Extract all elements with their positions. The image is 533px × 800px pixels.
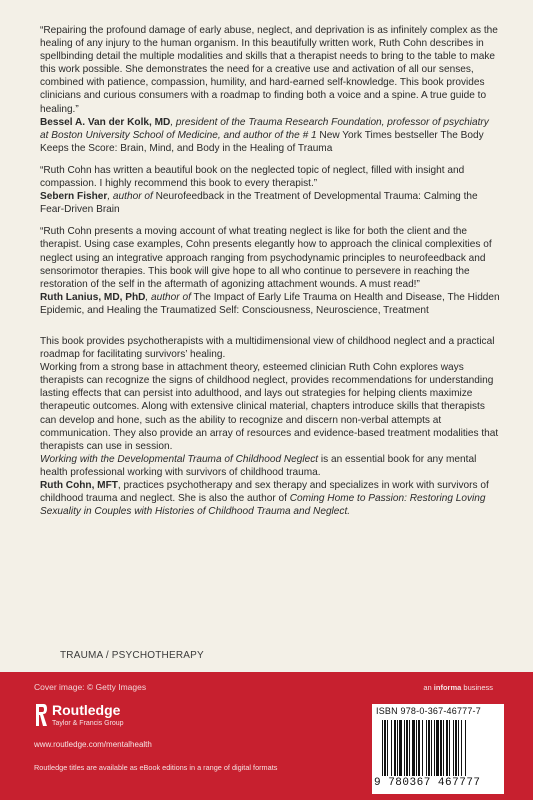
- barcode-digits: 9 780367 467777: [374, 777, 481, 789]
- barcode-bar: [426, 720, 427, 776]
- description-paragraph: [40, 453, 500, 479]
- barcode-bar: [434, 720, 435, 776]
- endorsement-quote: “Repairing the profound damage of early abuse, neglect, and deprivation is as infinitely complex as the healing of any injury to the human organism. In this beautifully written work, Ruth Cohn describes in spellbinding detail the multiple modalities and skills that a therapist needs to bring to the table to make this work possible. She demonstrates the need for a creative use and activation of all our senses, combined with patience, compassion, humility, and hard-earned self-knowledge. This book provides clinicians and curious consumers with a roadmap to finding both a voice and a spine. A true guide to healing.”: [40, 25, 498, 115]
- barcode-bar: [382, 720, 383, 776]
- author-bio: [40, 479, 500, 518]
- barcode-bar: [416, 720, 417, 776]
- description-text: is an essential book for any mental health professional working with survivors of childhood trauma.: [40, 453, 477, 478]
- barcode-bar: [404, 720, 405, 776]
- cover-credit: Cover image: © Getty Images: [34, 682, 147, 692]
- barcode-bar: [399, 720, 402, 776]
- endorser-book: New York Times bestseller The Body Keeps the Score: Brain, Mind, and Body in the Healing of Trauma: [40, 129, 484, 154]
- barcode-bar: [458, 720, 459, 776]
- barcode-bar: [428, 720, 430, 776]
- description-paragraph: Working from a strong base in attachment theory, esteemed clinician Ruth Cohn explores ways therapists can recognize the signs of childhood neglect, provides recommendations for understanding lasting effects that can persist into adulthood, and lays out strategies for helping clients maximize therapeutic outcomes. Along with extensive clinical material, chapters introduce skills that therapists can develop and hone, such as the ability to recognize and discern non-verbal attempts at communication. They also provide an array of resources and evidence-based treatment modalities that therapists can use in session.: [40, 362, 499, 452]
- isbn-barcode: [372, 704, 504, 794]
- informa-brand: informa: [433, 683, 462, 692]
- endorser-book: The Impact of Early Life Trauma on Health and Disease, The Hidden Epidemic, and Healing the Traumatized Self: Consciousness, Neuroscience, Treatment: [40, 291, 500, 316]
- informa-suffix: business: [461, 683, 493, 692]
- barcode-bar: [391, 720, 392, 776]
- endorser-book: Neurofeedback in the Treatment of Developmental Trauma: Calming the Fear-Driven Brain: [40, 191, 478, 216]
- barcode-bar: [440, 720, 442, 776]
- author-other-book: Coming Home to Passion: Restoring Loving Sexuality in Couples with Histories of Childhood Trauma and Neglect.: [40, 493, 486, 518]
- barcode-bar: [422, 720, 423, 776]
- barcode-bar: [409, 720, 410, 776]
- barcode-bar: [453, 720, 454, 776]
- barcode-bar: [397, 720, 398, 776]
- routledge-logo-icon: [34, 702, 48, 728]
- barcode-bars: [382, 720, 496, 776]
- informa-tagline: [423, 683, 493, 692]
- publisher-group: Taylor & Francis Group: [52, 720, 124, 727]
- barcode-bar: [443, 720, 444, 776]
- endorsement-attribution: [40, 116, 500, 155]
- endorser-name: Bessel A. Van der Kolk, MD: [40, 116, 171, 128]
- barcode-bar: [465, 720, 466, 776]
- endorser-name: Sebern Fisher: [40, 191, 108, 203]
- barcode-bar: [436, 720, 439, 776]
- author-bio-text: , practices psychotherapy and sex therapy and specializes in work with survivors of childhood trauma and neglect. She is also the author of: [40, 480, 489, 505]
- barcode-bar: [431, 720, 432, 776]
- barcode-bar: [387, 720, 388, 776]
- publisher-url[interactable]: www.routledge.com/mentalhealth: [34, 740, 152, 749]
- barcode-bar: [455, 720, 457, 776]
- endorsement-quote: “Ruth Cohn presents a moving account of what treating neglect is like for both the client and the therapist. Using case examples, Cohn presents elegantly how to approach the clinical complexities of neglect using an integrative approach ranging from psychodynamic principles to neurofeedback and sensorimotor therapies. This book will give hope to all who continue to persevere in reaching the restoration of the self in the aftermath of agonizing attachment wounds. A must read!”: [40, 226, 492, 290]
- endorser-role: , president of the Trauma Research Foundation, professor of psychiatry at Boston University School of Medicine, and author of the # 1: [40, 116, 489, 141]
- barcode-bar: [461, 720, 462, 776]
- isbn-number: ISBN 978-0-367-46777-7: [376, 706, 481, 716]
- endorsement-attribution: [40, 190, 500, 216]
- barcode-bar: [394, 720, 396, 776]
- endorser-name: Ruth Lanius, MD, PhD: [40, 291, 146, 303]
- book-title: Working with the Developmental Trauma of Childhood Neglect: [40, 453, 319, 465]
- publisher-footer: [0, 672, 533, 800]
- ebook-note: Routledge titles are available as eBook editions in a range of digital formats: [34, 763, 278, 772]
- informa-prefix: an: [423, 683, 434, 692]
- author-name: Ruth Cohn, MFT: [40, 480, 118, 491]
- publisher-name: Routledge: [52, 702, 121, 718]
- barcode-bar: [418, 720, 420, 776]
- description-paragraph: This book provides psychotherapists with a multidimensional view of childhood neglect and a practical roadmap for facilitating survivors’ healing.: [40, 335, 495, 361]
- endorser-role: , author of: [145, 291, 191, 303]
- subject-category: TRAUMA / PSYCHOTHERAPY: [60, 650, 204, 661]
- barcode-bar: [384, 720, 386, 776]
- barcode-bar: [449, 720, 450, 776]
- barcode-bar: [446, 720, 448, 776]
- endorsement-attribution: [40, 291, 500, 317]
- endorser-role: , author of: [107, 191, 153, 203]
- back-cover-text: [40, 24, 500, 518]
- barcode-bar: [412, 720, 415, 776]
- endorsement-quote: “Ruth Cohn has written a beautiful book on the neglected topic of neglect, filled with insight and compassion. I highly recommend this book to every therapist.”: [40, 164, 465, 190]
- barcode-bar: [406, 720, 408, 776]
